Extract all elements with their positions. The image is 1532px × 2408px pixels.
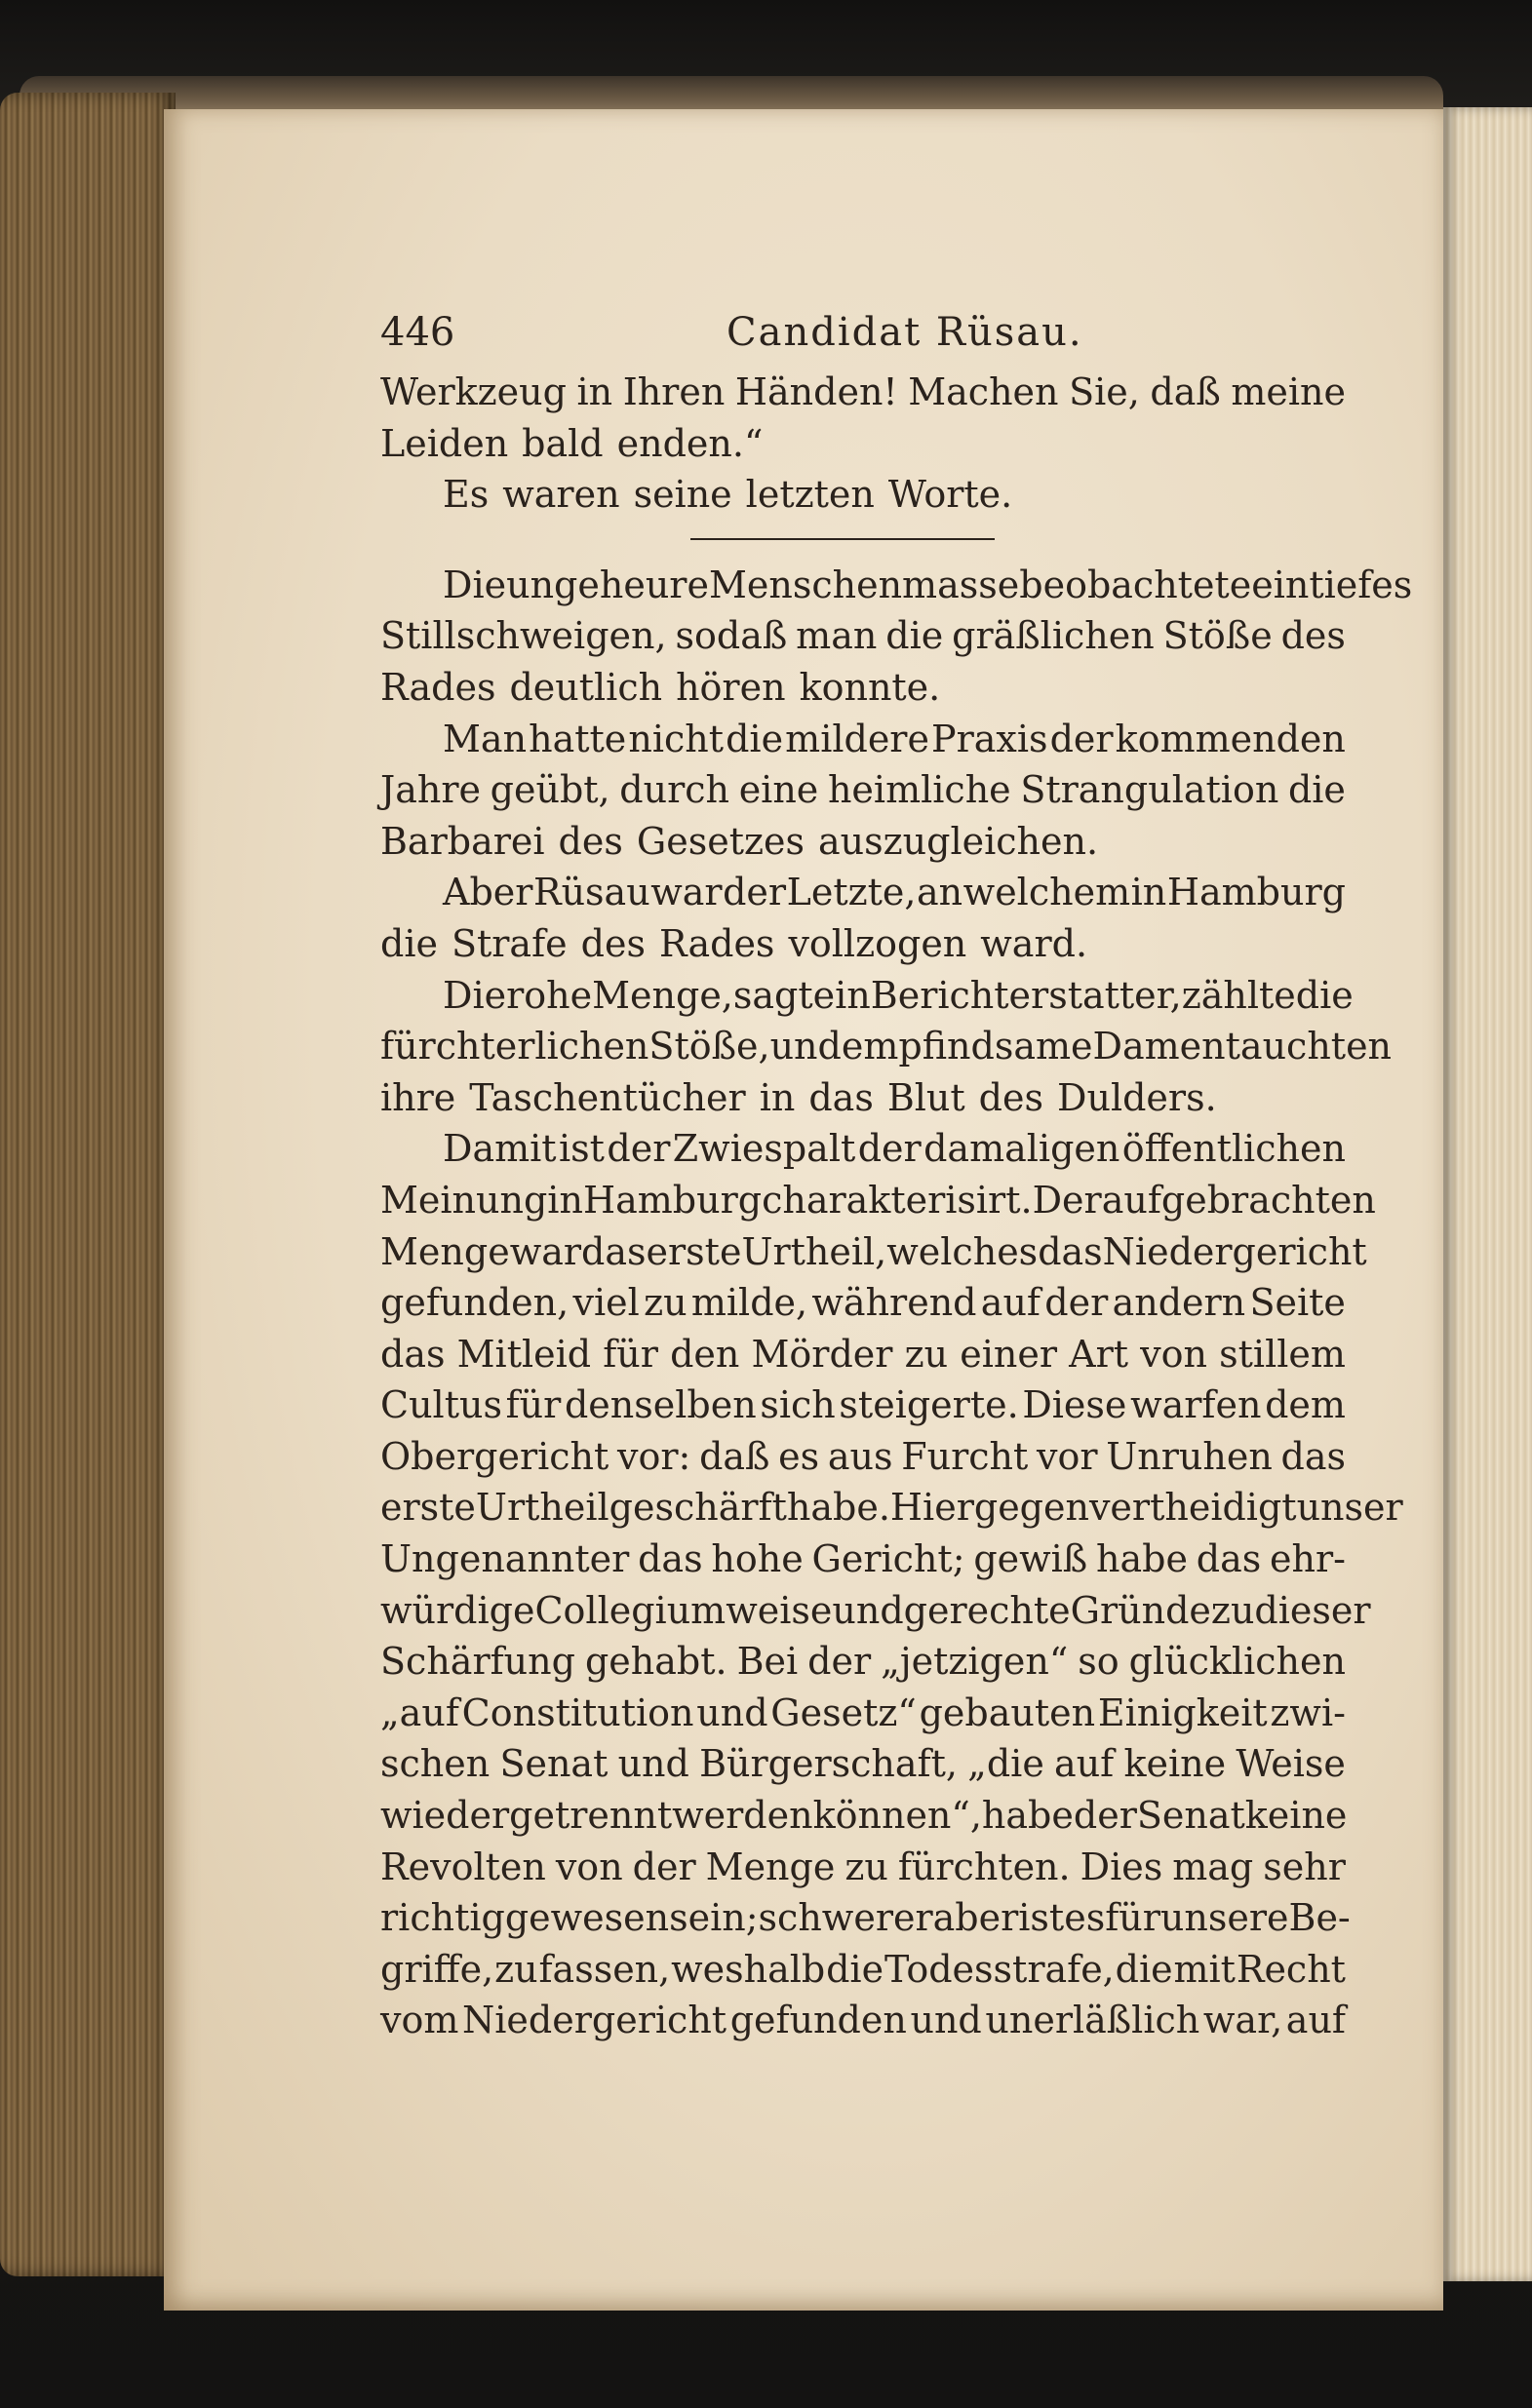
text-line: Es waren seine letzten Worte. (443, 473, 1013, 517)
text-line: Schärfung gehabt. Bei der „jetzigen“ so glücklichen (380, 1640, 1346, 1684)
section-divider (690, 538, 995, 540)
text-line: Man hatte nicht die mildere Praxis der kommenden (443, 717, 1346, 760)
text-line: Obergericht vor: daß es aus Furcht vor Unruhen das (380, 1434, 1346, 1478)
text-line: Die rohe Menge, sagt ein Berichterstatter, zählte die (443, 973, 1354, 1017)
text-line: wieder getrennt werden können“, habe der Senat keine (380, 1794, 1348, 1838)
text-line: vom Niedergericht gefunden und unerläßlich war, auf (380, 1999, 1346, 2042)
text-line: Revolten von der Menge zu fürchten. Dies mag sehr (380, 1845, 1346, 1888)
text-line: Jahre geübt, durch eine heimliche Strangulation die (380, 768, 1346, 812)
text-line: Stillschweigen, sodaß man die gräßlichen Stöße des (380, 614, 1346, 658)
book-page-edges-left (0, 93, 176, 2276)
text-line: Damit ist der Zwiespalt der damaligen öffentlichen (443, 1127, 1346, 1171)
text-line: Die ungeheure Menschenmasse beobachtete ein tiefes (443, 563, 1413, 606)
book-page-edges-right (1443, 107, 1532, 2281)
text-line: Werkzeug in Ihren Händen! Machen Sie, daß meine (380, 370, 1346, 413)
text-line: schen Senat und Bürgerschaft, „die auf keine Weise (380, 1742, 1346, 1786)
text-line: Cultus für denselben sich steigerte. Diese warfen dem (380, 1383, 1346, 1427)
text-line: Meinung in Hamburg charakterisirt. Der aufgebrachten (380, 1178, 1376, 1222)
text-line: das Mitleid für den Mörder zu einer Art von stillem (380, 1332, 1346, 1376)
text-line: „auf Constitution und Gesetz“ gebauten Einigkeit zwi- (380, 1690, 1346, 1734)
text-line: Barbarei des Gesetzes auszugleichen. (380, 819, 1099, 863)
text-line: griffe, zu fassen, weshalb die Todesstrafe, die mit Recht (380, 1947, 1346, 1991)
text-line: gefunden, viel zu milde, während auf der andern Seite (380, 1281, 1346, 1325)
text-line: die Strafe des Rades vollzogen ward. (380, 921, 1088, 965)
text-line: würdige Collegium weise und gerechte Gründe zu dieser (380, 1588, 1371, 1632)
page-text (380, 310, 1413, 2046)
text-line: Rades deutlich hören konnte. (380, 665, 941, 709)
text-line: Leiden bald enden.“ (380, 421, 764, 465)
page-number: 446 (380, 310, 455, 355)
text-line: fürchterlichen Stöße, und empfindsame Damen tauchten (380, 1025, 1393, 1068)
text-line: ihre Taschentücher in das Blut des Dulders. (380, 1075, 1217, 1119)
page-header (380, 310, 1346, 367)
text-line: Menge war das erste Urtheil, welches das Niedergericht (380, 1229, 1367, 1273)
text-line: erste Urtheil geschärft habe. Hiergegen vertheidigt unser (380, 1486, 1403, 1530)
text-line: richtig gewesen sein; schwerer aber ist es für unsere Be- (380, 1896, 1351, 1940)
text-line: Ungenannter das hohe Gericht; gewiß habe das ehr- (380, 1537, 1346, 1581)
section-1 (380, 367, 1346, 521)
section-2 (380, 560, 1413, 2046)
running-head: Candidat Rüsau. (727, 310, 1083, 355)
text-line: Aber Rüsau war der Letzte, an welchem in Hamburg (443, 871, 1346, 914)
